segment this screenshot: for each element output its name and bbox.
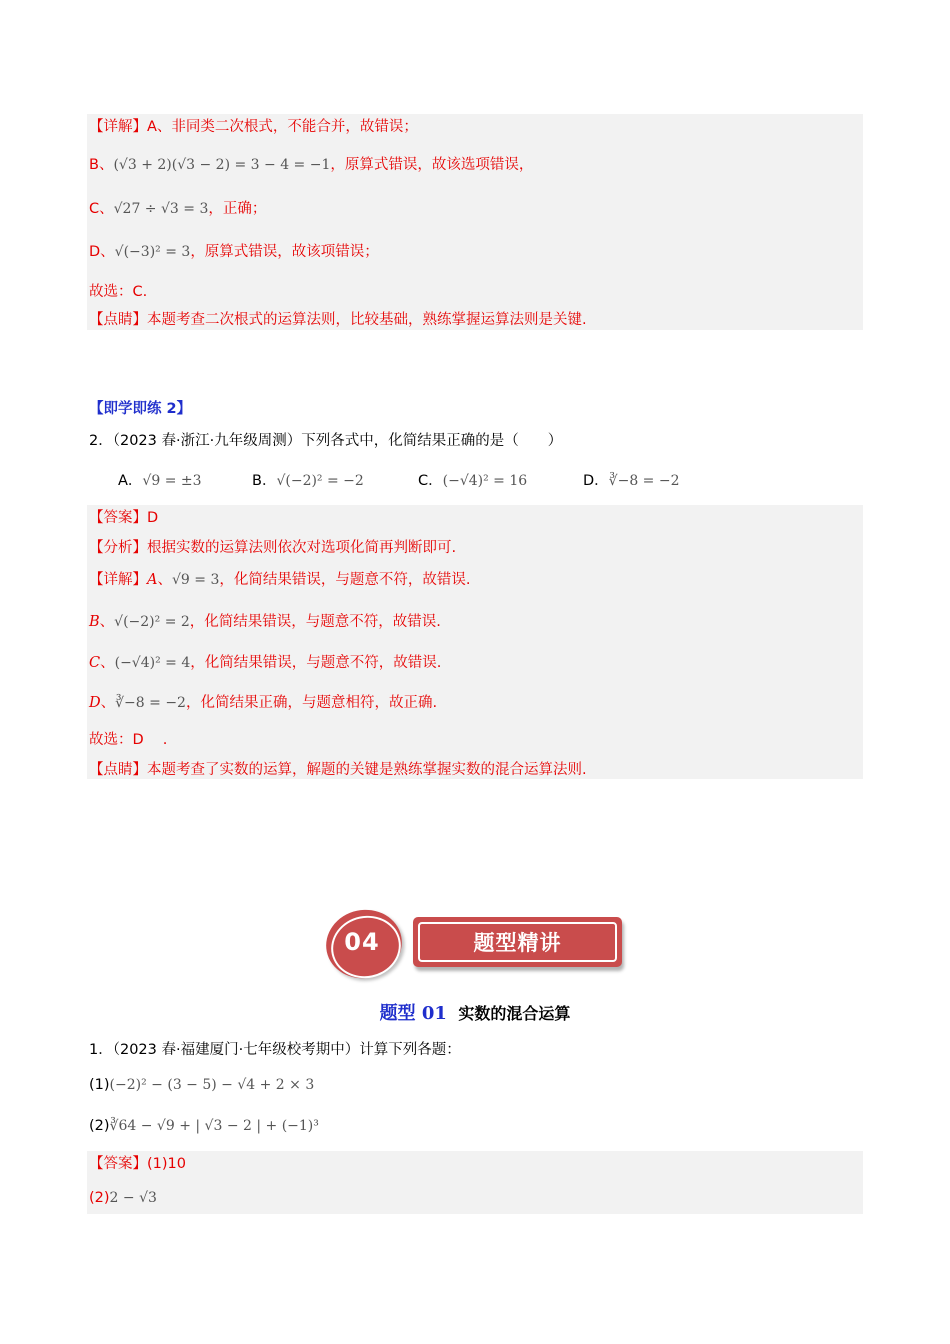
detail2-line-d bbox=[89, 693, 437, 713]
detail-line-b bbox=[89, 155, 533, 175]
part1-label: (1) bbox=[89, 1077, 110, 1093]
option-b bbox=[252, 469, 364, 490]
answer3-part2 bbox=[89, 1188, 157, 1208]
option-d-formula: √(−3)² = 3 bbox=[114, 244, 191, 260]
detail2-b-sep: 、 bbox=[99, 614, 115, 630]
detail2-c-verdict: ，化简结果错误，与题意不符，故错误. bbox=[190, 655, 442, 671]
answer3-part2-formula: 2 − √3 bbox=[109, 1190, 157, 1206]
answer-line: 【答案】D bbox=[89, 510, 159, 526]
section-title bbox=[0, 999, 950, 1025]
detail2-c-sep: 、 bbox=[100, 655, 115, 671]
section-label: 题型 01 bbox=[379, 1003, 447, 1024]
detail2-d-verdict: ，化简结果正确，与题意相符，故正确. bbox=[185, 695, 438, 711]
option-b-prefix: B、 bbox=[89, 157, 114, 173]
part2-formula: ∛64 − √9 + | √3 − 2 | + (−1)³ bbox=[109, 1118, 319, 1134]
section-badge-label: 题型精讲 bbox=[473, 931, 562, 955]
detail2-line-c bbox=[89, 653, 441, 673]
detail2-b-formula: √(−2)² = 2 bbox=[114, 614, 190, 630]
option-c-verdict: ，正确； bbox=[208, 201, 267, 217]
option-b-formula-q: √(−2)² = −2 bbox=[276, 473, 364, 489]
detail2-c-letter: C bbox=[89, 655, 101, 671]
note-line: 【点睛】本题考查二次根式的运算法则，比较基础，熟练掌握运算法则是关键. bbox=[89, 312, 587, 328]
detail2-d-sep: 、 bbox=[100, 695, 116, 711]
question1-part2 bbox=[89, 1116, 319, 1136]
option-d bbox=[583, 469, 680, 490]
detail2-c-formula: (−√4)² = 4 bbox=[114, 655, 191, 671]
analysis-line: 【分析】根据实数的运算法则依次对选项化简再判断即可. bbox=[89, 540, 457, 556]
option-d-label: D． bbox=[583, 473, 609, 489]
part1-formula: (−2)² − (3 − 5) − √4 + 2 × 3 bbox=[109, 1077, 315, 1093]
detail2-a-sep: 、 bbox=[157, 572, 172, 588]
part2-label: (2) bbox=[89, 1118, 110, 1134]
section-name: 实数的混合运算 bbox=[458, 1004, 571, 1023]
question1-stem: 1．（2023 春·福建厦门·七年级校考期中）计算下列各题： bbox=[89, 1042, 461, 1058]
choice-line: 故选：C. bbox=[89, 284, 148, 300]
detail2-line-a bbox=[89, 570, 470, 590]
option-c bbox=[418, 469, 527, 490]
option-d-prefix: D、 bbox=[89, 244, 115, 260]
option-a-label: A． bbox=[118, 473, 143, 489]
detail2-d-letter: D bbox=[89, 695, 101, 711]
detail-line-a: 【详解】A、非同类二次根式，不能合并，故错误； bbox=[89, 119, 418, 135]
question1-part1 bbox=[89, 1075, 314, 1095]
detail2-line-b bbox=[89, 612, 441, 632]
detail2-prefix: 【详解】 bbox=[89, 572, 147, 588]
practice-header: 【即学即练 2】 bbox=[89, 401, 192, 417]
option-c-label: C． bbox=[418, 473, 443, 489]
detail2-b-letter: B bbox=[89, 614, 100, 630]
option-b-label: B． bbox=[252, 473, 277, 489]
answer3-line: 【答案】(1)10 bbox=[89, 1156, 186, 1172]
option-d-verdict: ，原算式错误，故该项错误； bbox=[190, 244, 379, 260]
detail-line-d bbox=[89, 242, 379, 262]
detail2-b-verdict: ，化简结果错误，与题意不符，故错误. bbox=[189, 614, 441, 630]
answer3-part2-label: (2) bbox=[89, 1190, 110, 1206]
detail2-a-letter: A bbox=[147, 572, 158, 588]
detail2-a-verdict: ，化简结果错误，与题意不符，故错误. bbox=[219, 572, 471, 588]
solution-box-1 bbox=[87, 114, 863, 330]
detail-line-c bbox=[89, 199, 266, 219]
practice-question: 2．（2023 春·浙江·九年级周测）下列各式中，化简结果正确的是（ ） bbox=[89, 433, 563, 449]
option-a-formula: √9 = ±3 bbox=[142, 473, 202, 489]
option-b-verdict: ，原算式错误，故该选项错误， bbox=[330, 157, 534, 173]
option-b-formula: (√3 + 2)(√3 − 2) = 3 − 4 = −1 bbox=[113, 157, 331, 173]
option-c-prefix: C、 bbox=[89, 201, 114, 217]
choice2-line: 故选：D . bbox=[89, 732, 168, 748]
option-c-formula-q: (−√4)² = 16 bbox=[442, 473, 528, 489]
option-a bbox=[118, 469, 202, 490]
option-d-formula-q: ∛−8 = −2 bbox=[608, 473, 680, 489]
solution-box-3 bbox=[87, 1151, 863, 1214]
note2-line: 【点睛】本题考查了实数的运算，解题的关键是熟练掌握实数的混合运算法则. bbox=[89, 762, 587, 778]
detail2-a-formula: √9 = 3 bbox=[171, 572, 220, 588]
option-c-formula: √27 ÷ √3 = 3 bbox=[113, 201, 209, 217]
detail2-d-formula: ∛−8 = −2 bbox=[115, 695, 186, 711]
section-badge-number: 04 bbox=[344, 928, 380, 956]
